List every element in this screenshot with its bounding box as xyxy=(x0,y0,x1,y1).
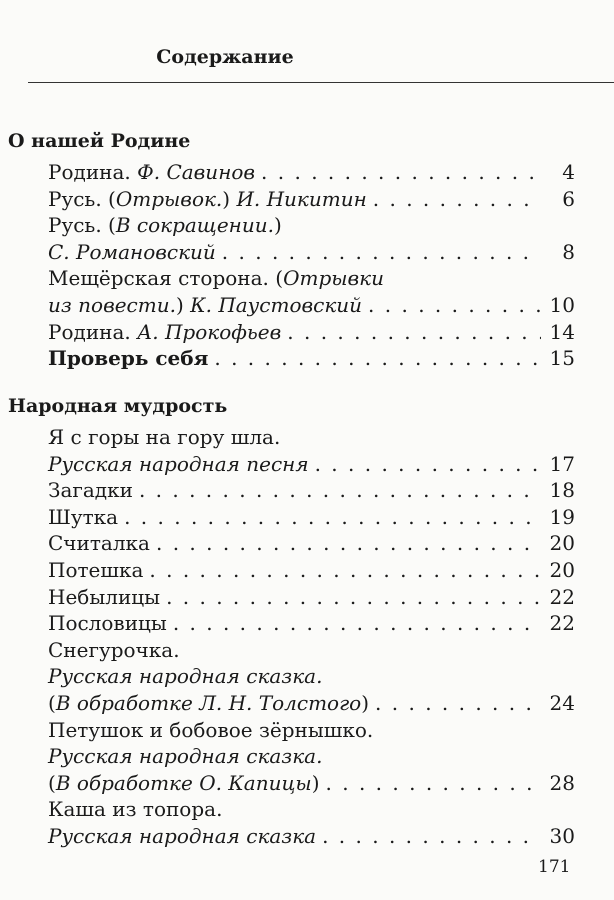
toc-entry xyxy=(48,346,575,376)
toc-page-number: 18 xyxy=(549,478,575,503)
toc-page-number: 24 xyxy=(549,691,575,715)
toc-entry-text xyxy=(48,425,280,449)
dot-leader xyxy=(261,160,541,184)
toc-entry-part: К. Паустовский xyxy=(190,293,363,317)
toc-entry-text xyxy=(48,718,373,742)
toc-entry-part: Каша из топора. xyxy=(48,797,223,822)
toc-entry-text xyxy=(48,585,160,609)
toc-entry-part: Отрывки xyxy=(283,266,384,291)
toc-page-number: 20 xyxy=(549,531,575,556)
toc-entry xyxy=(48,771,575,801)
toc-entry xyxy=(48,187,575,217)
toc-entry-part: Ф. Савинов xyxy=(137,160,256,184)
toc-entry-part: из повести. xyxy=(48,293,176,317)
toc-page-number: 10 xyxy=(549,293,575,317)
toc-entry-part: ) xyxy=(311,770,320,795)
dot-leader xyxy=(124,505,541,529)
toc-entry-text xyxy=(48,293,362,317)
dot-leader xyxy=(326,771,541,795)
dot-leader xyxy=(149,558,541,582)
toc-entry-text xyxy=(48,160,255,184)
toc-entry-text xyxy=(48,346,208,370)
toc-page-number: 8 xyxy=(562,239,575,264)
toc-entry-text xyxy=(48,797,222,821)
toc-entry-part: Я с горы на гору шла. xyxy=(48,425,281,449)
toc-page-number: 22 xyxy=(549,584,575,609)
dot-leader xyxy=(287,320,541,344)
toc-page-number: 15 xyxy=(549,346,575,371)
toc-entry-part: И. Никитин xyxy=(236,186,367,211)
toc-entry-text xyxy=(48,611,167,635)
toc-entry-part: Русь. ( xyxy=(48,213,116,238)
dot-leader xyxy=(156,531,541,555)
toc-entry-part: Небылицы xyxy=(48,584,161,609)
toc-entry xyxy=(48,505,575,535)
toc-entry-part: Загадки xyxy=(48,478,133,503)
toc-entry-part: Отрывок. xyxy=(115,186,223,211)
page-number: 171 xyxy=(538,857,571,877)
toc-entry-part: Снегурочка. xyxy=(48,637,180,662)
dot-leader xyxy=(214,346,541,370)
toc-entry-part: Пословицы xyxy=(48,611,167,636)
toc-entry xyxy=(48,585,575,615)
toc-entry-text xyxy=(48,638,180,662)
toc-entry-part: Русь. ( xyxy=(48,186,116,211)
toc-entry-part: Петушок и бобовое зёрнышко. xyxy=(48,717,374,742)
toc-entry xyxy=(48,478,575,508)
toc-page-number: 6 xyxy=(562,186,575,211)
dot-leader xyxy=(373,187,541,211)
toc-entry xyxy=(48,293,575,323)
toc-entry-part: Шутка xyxy=(48,504,119,529)
toc-entry-part: А. Прокофьев xyxy=(137,319,282,344)
toc-entry xyxy=(48,744,575,774)
toc-entry-text xyxy=(48,531,150,555)
section-heading-homeland: О нашей Родине xyxy=(8,130,191,152)
section-heading-folk-wisdom: Народная мудрость xyxy=(8,395,228,417)
toc-entry xyxy=(48,320,575,350)
toc-entry-text xyxy=(48,691,369,715)
toc-entry xyxy=(48,452,575,482)
toc-entry-part: С. Романовский xyxy=(48,239,216,264)
toc-entry-part: Потешка xyxy=(48,558,144,582)
toc-entry-part: ) xyxy=(222,186,237,211)
page-title: Содержание xyxy=(156,46,294,68)
dot-leader xyxy=(139,478,541,502)
toc-entry-text xyxy=(48,824,316,848)
toc-entry-part: ) xyxy=(361,691,370,715)
toc-entry-text xyxy=(48,452,309,476)
toc-page-number: 20 xyxy=(549,558,575,582)
toc-entry-part: Русская народная сказка. xyxy=(48,744,323,769)
toc-entry-part: ) xyxy=(175,293,191,317)
toc-entry xyxy=(48,664,575,694)
toc-entry xyxy=(48,824,575,854)
toc-entry-text xyxy=(48,664,322,688)
toc-entry-part: В обработке Л. Н. Толстого xyxy=(55,691,362,715)
dot-leader xyxy=(173,611,541,635)
toc-entry-text xyxy=(48,213,282,237)
toc-entry xyxy=(48,797,575,827)
toc-page-number: 30 xyxy=(549,824,575,848)
toc-entry-part: ) xyxy=(273,213,282,238)
toc-entry-text xyxy=(48,771,320,795)
title-rule xyxy=(28,82,614,83)
toc-page-number: 17 xyxy=(549,451,575,476)
toc-entry xyxy=(48,638,575,668)
toc-entry-text xyxy=(48,744,322,768)
toc-entry-part: Русская народная сказка. xyxy=(48,664,323,689)
dot-leader xyxy=(166,585,541,609)
toc-entry-part: Считалка xyxy=(48,531,150,556)
dot-leader xyxy=(368,293,541,317)
toc-entry xyxy=(48,558,575,588)
toc-entry-text xyxy=(48,558,143,582)
toc-entry-part: В сокращении. xyxy=(115,213,274,238)
toc-entry-part: Родина. xyxy=(48,160,138,184)
toc-page-number: 4 xyxy=(562,160,575,184)
toc-entry xyxy=(48,531,575,561)
toc-page-number: 19 xyxy=(549,504,575,529)
toc-entry-text xyxy=(48,478,133,502)
dot-leader xyxy=(375,691,541,715)
toc-entry xyxy=(48,240,575,270)
dot-leader xyxy=(315,452,541,476)
toc-entry-part: Родина. xyxy=(48,319,138,344)
toc-entry xyxy=(48,213,575,243)
toc-entry-part: ( xyxy=(48,691,56,715)
toc-entry xyxy=(48,266,575,296)
toc-entry xyxy=(48,718,575,748)
toc-page-number: 22 xyxy=(549,611,575,636)
toc-entry-part: В обработке О. Капицы xyxy=(55,770,312,795)
toc-entry-part: Проверь себя xyxy=(48,346,209,371)
toc-entry-part: Русская народная сказка xyxy=(48,824,317,848)
toc-page-number: 28 xyxy=(549,770,575,795)
toc-entry-text xyxy=(48,266,384,290)
toc-entry-part: ( xyxy=(48,770,56,795)
toc-entry xyxy=(48,425,575,455)
toc-entry-part: Мещёрская сторона. ( xyxy=(48,266,284,291)
toc-entry-text xyxy=(48,240,216,264)
toc-page-number: 14 xyxy=(549,319,575,344)
toc-entry xyxy=(48,611,575,641)
toc-entry-text xyxy=(48,320,281,344)
toc-entry xyxy=(48,160,575,190)
toc-entry-text xyxy=(48,505,118,529)
toc-entry-text xyxy=(48,187,367,211)
toc-entry-part: Русская народная песня xyxy=(48,451,309,476)
toc-entry xyxy=(48,691,575,721)
dot-leader xyxy=(322,824,541,848)
dot-leader xyxy=(222,240,541,264)
